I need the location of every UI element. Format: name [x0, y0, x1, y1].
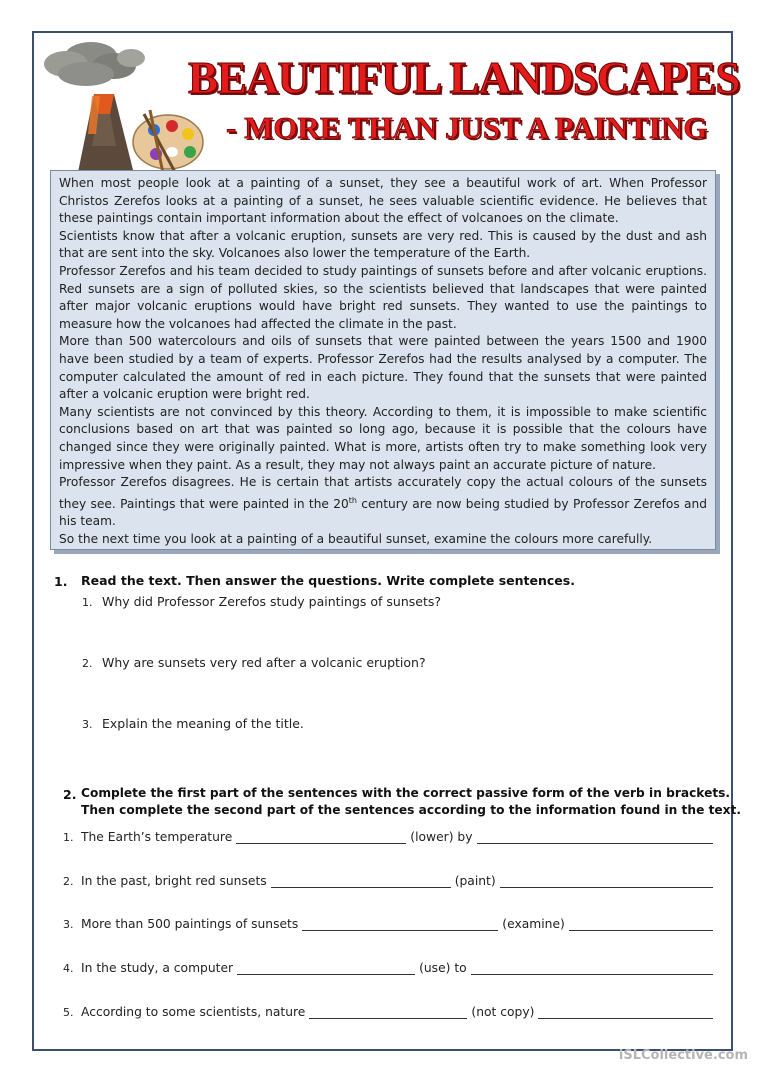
reading-paragraph: More than 500 watercolours and oils of sunsets that were painted between the years 1500 and 1900 have been studied by a team of experts. Professor Zerefos had the results analysed by a computer. The computer calculated the amount of red in each picture. They found that the sunsets that were painted after a volcanic eruption were bright red. [59, 334, 707, 402]
question-2 [82, 655, 426, 670]
verb-hint: (examine) [502, 917, 565, 931]
exercise2-number: 2. [63, 787, 77, 802]
question-text: Why are sunsets very red after a volcanic eruption? [102, 655, 426, 670]
question-number: 2. [82, 657, 93, 670]
answer-blank[interactable] [471, 960, 713, 975]
answer-blank[interactable] [538, 1004, 713, 1019]
answer-blank[interactable] [271, 873, 451, 888]
answer-blank[interactable] [302, 916, 498, 931]
sentence-row [63, 957, 713, 975]
exercise1-number: 1. [54, 574, 68, 589]
reading-text: century are now being studied by Professor Zerefos and his team. [59, 496, 707, 529]
question-text: Why did Professor Zerefos study paintings of sunsets? [102, 594, 441, 609]
smoke-cloud-icon [44, 42, 145, 86]
sentence-row [63, 870, 713, 888]
sentence-start: In the past, bright red sunsets [81, 874, 267, 888]
sentence-row [63, 913, 713, 931]
reading-paragraph: Professor Zerefos and his team decided to study paintings of sunsets before and after volcanic eruptions. Red sunsets are a sign of polluted skies, so the scientists believed that landscapes that were painted after major volcanic eruptions would have bright red sunsets. They wanted to use the paintings to measure how the volcanoes had affected the climate in the past. [59, 263, 707, 331]
question-number: 1. [82, 596, 93, 609]
item-number: 1. [63, 831, 74, 844]
reading-paragraph: When most people look at a painting of a sunset, they see a beautiful work of art. When Professor Christos Zerefos looks at a painting of a sunset, he sees valuable scientific evidence. He believes that these paintings contain important information about the effect of volcanoes on the climate. [59, 176, 707, 226]
question-text: Explain the meaning of the title. [102, 716, 304, 731]
answer-blank[interactable] [237, 960, 415, 975]
sentence-row [63, 1001, 713, 1019]
answer-blank[interactable] [236, 829, 406, 844]
question-3 [82, 716, 304, 731]
answer-blank[interactable] [569, 916, 713, 931]
sentence-row [63, 826, 713, 844]
verb-hint: (use) to [419, 961, 467, 975]
reading-paragraph: Scientists know that after a volcanic eruption, sunsets are very red. This is caused by the dust and ash that are sent into the sky. Volcanoes also lower the temperature of the Earth. [59, 228, 707, 261]
sentence-start: According to some scientists, nature [81, 1005, 306, 1019]
verb-hint: (lower) by [410, 830, 473, 844]
item-number: 4. [63, 962, 74, 975]
reading-paragraph [59, 474, 707, 531]
item-number: 2. [63, 875, 74, 888]
title-subtitle: - MORE THAN JUST A PAINTING [226, 110, 708, 145]
answer-blank[interactable] [500, 873, 713, 888]
reading-text: Professor Zerefos disagrees. He is certain that artists accurately copy the actual colours of the sunsets they see. Paintings that were painted in the 20 [59, 475, 707, 511]
item-number: 3. [63, 918, 74, 931]
question-1 [82, 594, 441, 609]
title-main: BEAUTIFUL LANDSCAPES [188, 53, 740, 103]
answer-blank[interactable] [477, 829, 714, 844]
exercise1-instruction: Read the text. Then answer the questions. Write complete sentences. [81, 573, 575, 588]
verb-hint: (not copy) [471, 1005, 535, 1019]
exercise2-instruction-line2: Then complete the second part of the sentences according to the information found in the text. [81, 803, 741, 817]
sentence-start: In the study, a computer [81, 961, 234, 975]
answer-blank[interactable] [309, 1004, 467, 1019]
superscript: th [348, 495, 357, 505]
exercise2-instruction-line1: Complete the first part of the sentences with the correct passive form of the verb in brackets. [81, 786, 731, 800]
sentence-start: More than 500 paintings of sunsets [81, 917, 299, 931]
volcano-palette-illustration [36, 34, 206, 184]
verb-hint: (paint) [454, 874, 496, 888]
sentence-start: The Earth’s temperature [81, 830, 233, 844]
question-number: 3. [82, 718, 93, 731]
reading-paragraph: So the next time you look at a painting of a beautiful sunset, examine the colours more carefully. [59, 531, 653, 546]
reading-paragraph: Many scientists are not convinced by this theory. According to them, it is impossible to make scientific conclusions based on art that was painted so long ago, because it is possible that the colours have changed since they were originally painted. What is more, artists often try to make something look very impressive when they paint. As a result, they may not always paint an accurate picture of nature. [59, 404, 707, 472]
reading-text-box [50, 170, 716, 550]
paint-palette-icon [133, 110, 203, 178]
site-watermark: iSLCollective.com [618, 1048, 748, 1063]
item-number: 5. [63, 1006, 74, 1019]
